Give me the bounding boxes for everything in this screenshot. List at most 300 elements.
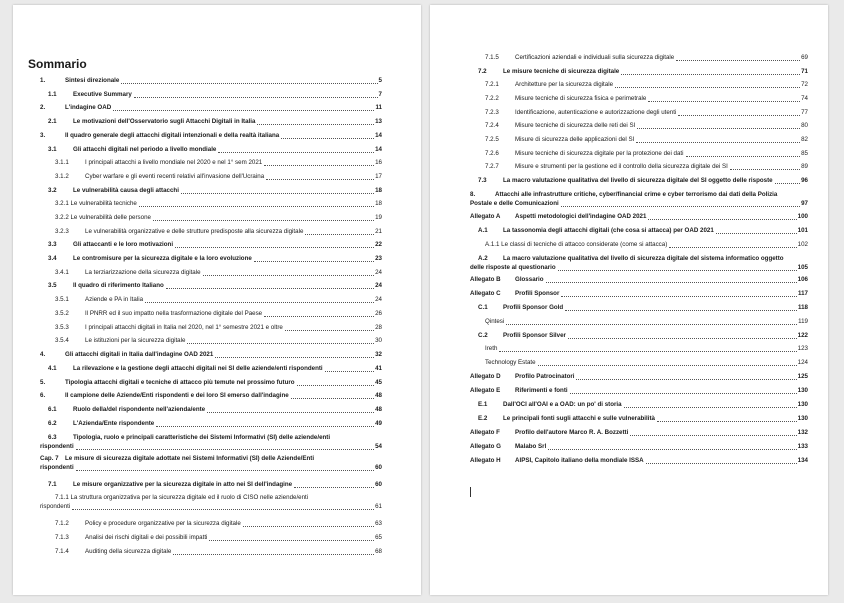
toc-leader-dots bbox=[565, 310, 797, 311]
toc-entry-page: 48 bbox=[375, 406, 382, 413]
toc-entry-page: 97 bbox=[801, 199, 808, 207]
toc-entry-number: A.1 bbox=[478, 227, 488, 234]
toc-entry[interactable] bbox=[55, 548, 382, 556]
toc-entry-page: 28 bbox=[375, 324, 382, 331]
toc-entry-page: 118 bbox=[798, 304, 808, 311]
toc-entry-page: 133 bbox=[797, 443, 808, 450]
toc-entry-page: 130 bbox=[797, 387, 808, 394]
toc-entry-title: Dall'OCI all'OAI e a OAD: un po' di storia bbox=[503, 401, 622, 408]
toc-entry[interactable] bbox=[40, 434, 382, 451]
toc-entry-page: 130 bbox=[797, 401, 808, 408]
toc-entry-title: Le misure di sicurezza digitale adottate nei Sistemi Informativi (SI) delle Aziende/Enti bbox=[65, 455, 315, 462]
toc-entry-page: 14 bbox=[375, 132, 382, 139]
toc-entry-page: 17 bbox=[375, 173, 382, 180]
toc-entry-number: 3.1.1 bbox=[55, 159, 69, 166]
toc-entry-number: 5. bbox=[40, 379, 46, 386]
toc-entry[interactable] bbox=[40, 132, 382, 140]
toc-entry-page: 30 bbox=[375, 337, 382, 344]
toc-entry-title: Executive Summary bbox=[73, 91, 132, 98]
toc-entry-title: La macro valutazione qualitativa del livello di sicurezza digitale del sistema informatico oggetto bbox=[503, 255, 784, 262]
toc-entry[interactable] bbox=[470, 387, 808, 395]
toc-entry-title: Auditing della sicurezza digitale bbox=[85, 548, 172, 555]
toc-entry-page: 100 bbox=[797, 213, 808, 220]
toc-entry-page: 65 bbox=[375, 534, 382, 541]
toc-entry-title: Profili Sponsor Gold bbox=[503, 304, 564, 311]
toc-leader-dots bbox=[570, 393, 797, 394]
toc-leader-dots bbox=[257, 124, 374, 125]
toc-entry-number: 4.1 bbox=[48, 365, 57, 372]
toc-entry-number: Allegato F bbox=[470, 429, 500, 436]
toc-entry[interactable] bbox=[470, 457, 808, 465]
toc-entry-number: 3.5.3 bbox=[55, 324, 69, 331]
toc-leader-dots bbox=[538, 365, 797, 366]
toc-entry-number: 7.2.4 bbox=[485, 122, 499, 129]
toc-entry[interactable] bbox=[55, 159, 382, 167]
toc-entry-number: 3.2 bbox=[48, 187, 57, 194]
toc-entry[interactable] bbox=[478, 227, 808, 235]
toc-entry-number: 6. bbox=[40, 392, 46, 399]
toc-entry-number: 3.5.2 bbox=[55, 310, 69, 317]
toc-leader-dots bbox=[113, 110, 374, 111]
toc-entry[interactable] bbox=[55, 310, 382, 318]
toc-leader-dots bbox=[156, 426, 374, 427]
toc-entry-title: Technology Estate bbox=[485, 359, 536, 366]
toc-entry-number: 7.2 bbox=[478, 68, 487, 75]
toc-entry-number: A.2 bbox=[478, 255, 488, 262]
toc-leader-dots bbox=[775, 183, 801, 184]
toc-entry-number: Allegato G bbox=[470, 443, 501, 450]
toc-entry-page: 106 bbox=[797, 276, 808, 283]
toc-leader-dots bbox=[76, 449, 374, 450]
toc-entry-number: Allegato A bbox=[470, 213, 501, 220]
toc-entry[interactable] bbox=[485, 359, 808, 367]
toc-leader-dots bbox=[630, 435, 796, 436]
toc-entry[interactable] bbox=[40, 77, 382, 85]
toc-leader-dots bbox=[621, 74, 800, 75]
toc-entry-page: 82 bbox=[801, 136, 808, 143]
toc-entry[interactable] bbox=[48, 420, 382, 428]
toc-leader-dots bbox=[72, 509, 374, 510]
toc-entry-page: 48 bbox=[375, 392, 382, 399]
toc-leader-dots bbox=[218, 152, 374, 153]
toc-entry-title: Gli attacchi digitali in Italia dall'indagine OAD 2021 bbox=[65, 351, 214, 358]
toc-leader-dots bbox=[676, 60, 800, 61]
toc-entry[interactable] bbox=[55, 214, 382, 222]
toc-entry-page: 117 bbox=[798, 290, 808, 297]
toc-entry-number: 7.2.2 bbox=[485, 95, 499, 102]
toc-entry-page: 96 bbox=[801, 177, 808, 184]
toc-entry[interactable] bbox=[55, 200, 382, 208]
toc-entry[interactable] bbox=[485, 122, 808, 130]
toc-leader-dots bbox=[134, 97, 378, 98]
toc-entry-number: 7.2.1 bbox=[485, 81, 499, 88]
toc-entry-page: 60 bbox=[375, 481, 382, 488]
toc-leader-dots bbox=[325, 371, 374, 372]
toc-entry-number: Allegato H bbox=[470, 457, 501, 464]
toc-entry-title: Il quadro di riferimento Italiano bbox=[73, 282, 164, 289]
toc-entry-title: Sintesi direzionale bbox=[65, 77, 120, 84]
toc-entry-title: delle risposte al questionario bbox=[470, 263, 556, 271]
toc-entry-number: 7.2.3 bbox=[485, 109, 499, 116]
toc-leader-dots bbox=[215, 357, 374, 358]
toc-entry-title: Qintesi bbox=[485, 318, 505, 325]
toc-entry[interactable] bbox=[40, 494, 382, 511]
toc-entry[interactable] bbox=[55, 228, 382, 236]
toc-entry[interactable] bbox=[485, 345, 808, 353]
toc-entry-number: 3.2.3 bbox=[55, 228, 69, 235]
toc-entry-title: Aziende e PA in Italia bbox=[85, 296, 144, 303]
toc-leader-dots bbox=[657, 421, 797, 422]
document-page-right bbox=[430, 5, 828, 595]
toc-leader-dots bbox=[266, 179, 374, 180]
toc-leader-dots bbox=[175, 247, 374, 248]
toc-entry-page: 18 bbox=[375, 187, 382, 194]
toc-entry-page: 123 bbox=[797, 345, 808, 352]
toc-entry-title: Gli attaccanti e le loro motivazioni bbox=[73, 241, 174, 248]
toc-entry-title: Misure tecniche di sicurezza fisica e perimetrale bbox=[515, 95, 647, 102]
toc-entry-title: Le motivazioni dell'Osservatorio sugli Attacchi Digitali in Italia bbox=[73, 118, 256, 125]
toc-entry[interactable] bbox=[478, 401, 808, 409]
toc-entry[interactable] bbox=[485, 136, 808, 144]
toc-entry-page: 13 bbox=[375, 118, 382, 125]
toc-entry-page: 32 bbox=[375, 351, 382, 358]
toc-entry-page: 71 bbox=[801, 68, 808, 75]
toc-entry-number: 3. bbox=[40, 132, 46, 139]
toc-entry-page: 85 bbox=[801, 150, 808, 157]
toc-entry-title: Certificazioni aziendali e individuali sulla sicurezza digitale bbox=[515, 54, 675, 61]
toc-leader-dots bbox=[209, 540, 374, 541]
toc-entry-title: 7.1.1 La struttura organizzativa per la sicurezza digitale ed il ruolo di CISO nelle aziende/enti bbox=[55, 494, 309, 501]
toc-leader-dots bbox=[76, 470, 374, 471]
toc-leader-dots bbox=[203, 275, 375, 276]
toc-leader-dots bbox=[145, 302, 374, 303]
toc-entry-number: Cap. 7 bbox=[40, 455, 59, 462]
toc-entry[interactable] bbox=[478, 68, 808, 76]
toc-entry[interactable] bbox=[48, 118, 382, 126]
toc-entry-page: 105 bbox=[797, 263, 808, 271]
toc-entry-title: Le istituzioni per la sicurezza digitale bbox=[85, 337, 186, 344]
toc-entry[interactable] bbox=[485, 95, 808, 103]
toc-leader-dots bbox=[166, 288, 374, 289]
toc-entry-title: A.1.1 Le classi di tecniche di attacco considerate (come si attacca) bbox=[485, 241, 668, 248]
toc-entry-title: Profili Sponsor bbox=[515, 290, 560, 297]
toc-entry-number: 7.2.7 bbox=[485, 163, 499, 170]
toc-entry-number: 4. bbox=[40, 351, 46, 358]
toc-entry-title: Profilo dell'autore Marco R. A. Bozzetti bbox=[515, 429, 629, 436]
toc-entry-number: 7.3 bbox=[478, 177, 487, 184]
toc-leader-dots bbox=[305, 234, 374, 235]
toc-entry-page: 77 bbox=[801, 109, 808, 116]
toc-entry[interactable] bbox=[478, 304, 808, 312]
toc-leader-dots bbox=[285, 330, 374, 331]
toc-entry[interactable] bbox=[48, 255, 382, 263]
toc-leader-dots bbox=[499, 351, 796, 352]
toc-entry-page: 61 bbox=[375, 502, 382, 510]
toc-entry-number: 2. bbox=[40, 104, 46, 111]
toc-entry-page: 122 bbox=[797, 332, 808, 339]
toc-leader-dots bbox=[121, 83, 377, 84]
toc-leader-dots bbox=[576, 379, 796, 380]
toc-entry-number: 3.5.1 bbox=[55, 296, 69, 303]
toc-leader-dots bbox=[254, 261, 374, 262]
toc-entry[interactable] bbox=[470, 255, 808, 272]
toc-entry-title: Misure e strumenti per la gestione ed il controllo della sicurezza digitale dei SI bbox=[515, 163, 728, 170]
toc-entry-page: 23 bbox=[375, 255, 382, 262]
toc-entry-title: I principali attacchi a livello mondiale nel 2020 e nel 1° sem 2021 bbox=[85, 159, 263, 166]
toc-leader-dots bbox=[548, 449, 796, 450]
toc-entry-title: Profili Sponsor Silver bbox=[503, 332, 566, 339]
toc-entry[interactable] bbox=[485, 54, 808, 62]
toc-entry-title: Tipologia, ruolo e principali caratteristiche dei Sistemi Informativi (SI) delle aziende/enti bbox=[73, 434, 331, 441]
toc-entry[interactable] bbox=[470, 191, 808, 208]
toc-leader-dots bbox=[546, 282, 797, 283]
toc-entry[interactable] bbox=[40, 455, 382, 472]
toc-entry-number: Allegato D bbox=[470, 373, 501, 380]
toc-entry[interactable] bbox=[40, 379, 382, 387]
toc-entry-number: 7.1.2 bbox=[55, 520, 69, 527]
toc-entry[interactable] bbox=[55, 337, 382, 345]
toc-leader-dots bbox=[153, 220, 374, 221]
toc-entry-title: Attacchi alle infrastrutture critiche, cyber/financial crime e cyber terrorismo dai dati della Polizia bbox=[495, 191, 778, 198]
toc-entry-title: Le misure organizzative per la sicurezza digitale in atto nei SI dell'indagine bbox=[73, 481, 293, 488]
toc-entry[interactable] bbox=[478, 177, 808, 185]
toc-entry[interactable] bbox=[485, 81, 808, 89]
toc-entry-title: rispondenti bbox=[40, 442, 74, 450]
toc-leader-dots bbox=[207, 412, 374, 413]
toc-entry-number: 6.1 bbox=[48, 406, 57, 413]
toc-entry-title: La rilevazione e la gestione degli attacchi digitali nei SI delle aziende/enti rispondenti bbox=[73, 365, 323, 372]
toc-leader-dots bbox=[669, 247, 796, 248]
toc-entry-number: 7.1.3 bbox=[55, 534, 69, 541]
toc-leader-dots bbox=[173, 554, 374, 555]
toc-leader-dots bbox=[624, 407, 797, 408]
toc-entry-number: 3.1 bbox=[48, 146, 57, 153]
toc-entry[interactable] bbox=[48, 481, 382, 489]
toc-entry[interactable] bbox=[48, 91, 382, 99]
toc-entry-page: 63 bbox=[375, 520, 382, 527]
toc-entry[interactable] bbox=[470, 276, 808, 284]
toc-entry[interactable] bbox=[55, 324, 382, 332]
toc-entry[interactable] bbox=[48, 282, 382, 290]
toc-entry-page: 69 bbox=[801, 54, 808, 61]
toc-entry[interactable] bbox=[40, 392, 382, 400]
toc-entry-title: Aspetti metodologici dell'indagine OAD 2021 bbox=[515, 213, 647, 220]
toc-entry-page: 45 bbox=[375, 379, 382, 386]
toc-entry-title: Il PNRR ed il suo impatto nella trasformazione digitale del Paese bbox=[85, 310, 263, 317]
toc-entry-title: La tassonomia degli attacchi digitali (che cosa si attacca) per OAD 2021 bbox=[503, 227, 714, 234]
toc-entry-number: 6.3 bbox=[48, 434, 57, 441]
toc-entry-title: Profilo Patrocinatori bbox=[515, 373, 575, 380]
toc-entry-title: Le principali fonti sugli attacchi e sulle vulnerabilità bbox=[503, 415, 655, 422]
toc-entry[interactable] bbox=[485, 150, 808, 158]
toc-entry-page: 130 bbox=[797, 415, 808, 422]
toc-entry-title: I principali attacchi digitali in Italia nel 2020, nel 1° semestre 2021 e oltre bbox=[85, 324, 283, 331]
toc-entry[interactable] bbox=[55, 534, 382, 542]
toc-entry-page: 7 bbox=[378, 91, 382, 98]
toc-entry-number: Allegato C bbox=[470, 290, 501, 297]
toc-entry-page: 102 bbox=[797, 241, 808, 248]
toc-entry-title: Le contromisure per la sicurezza digitale e la loro evoluzione bbox=[73, 255, 252, 262]
toc-leader-dots bbox=[561, 296, 797, 297]
toc-leader-dots bbox=[568, 338, 797, 339]
toc-entry[interactable] bbox=[48, 146, 382, 154]
toc-entry[interactable] bbox=[48, 365, 382, 373]
toc-entry-page: 132 bbox=[797, 429, 808, 436]
toc-entry-number: 3.4.1 bbox=[55, 269, 69, 276]
toc-entry-title: 3.2.1 Le vulnerabilità tecniche bbox=[55, 200, 137, 207]
toc-entry-title: Ireth bbox=[485, 345, 498, 352]
toc-leader-dots bbox=[243, 526, 374, 527]
toc-entry-number: E.2 bbox=[478, 415, 488, 422]
toc-leader-dots bbox=[716, 233, 797, 234]
toc-leader-dots bbox=[561, 206, 800, 207]
toc-entry-title: Le vulnerabilità organizzative e delle strutture predisposte alla sicurezza digitale bbox=[85, 228, 304, 235]
toc-entry-title: Architetture per la sicurezza digitale bbox=[515, 81, 614, 88]
toc-entry[interactable] bbox=[55, 173, 382, 181]
toc-entry-page: 21 bbox=[375, 228, 382, 235]
toc-entry[interactable] bbox=[485, 241, 808, 249]
toc-entry-title: rispondenti bbox=[40, 502, 71, 510]
toc-entry[interactable] bbox=[55, 520, 382, 528]
toc-entry-title: Ruolo della/del rispondente nell'azienda/ente bbox=[73, 406, 206, 413]
toc-entry-page: 89 bbox=[801, 163, 808, 170]
toc-entry-title: Glossario bbox=[515, 276, 544, 283]
text-cursor bbox=[470, 487, 471, 497]
toc-entry-title: Riferimenti e fonti bbox=[515, 387, 568, 394]
toc-entry-number: 3.4 bbox=[48, 255, 57, 262]
toc-entry-page: 72 bbox=[801, 81, 808, 88]
toc-entry-number: 1.1 bbox=[48, 91, 57, 98]
toc-entry-number: 7.1.5 bbox=[485, 54, 499, 61]
toc-entry-number: 7.2.6 bbox=[485, 150, 499, 157]
toc-entry[interactable] bbox=[470, 213, 808, 221]
toc-leader-dots bbox=[648, 219, 796, 220]
toc-entry-number: 1. bbox=[40, 77, 46, 84]
toc-entry[interactable] bbox=[48, 406, 382, 414]
toc-entry-page: 119 bbox=[798, 318, 808, 325]
toc-entry-page: 5 bbox=[378, 77, 382, 84]
toc-entry-page: 16 bbox=[375, 159, 382, 166]
toc-entry-title: 3.2.2 Le vulnerabilità delle persone bbox=[55, 214, 151, 221]
toc-leader-dots bbox=[264, 165, 374, 166]
toc-leader-dots bbox=[558, 270, 797, 271]
toc-entry-page: 19 bbox=[375, 214, 382, 221]
toc-leader-dots bbox=[615, 87, 800, 88]
toc-entry-title: Analisi dei rischi digitali e dei possibili impatti bbox=[85, 534, 208, 541]
toc-leader-dots bbox=[637, 128, 800, 129]
toc-entry-title: L'Azienda/Ente rispondente bbox=[73, 420, 155, 427]
toc-entry-page: 14 bbox=[375, 146, 382, 153]
toc-entry[interactable] bbox=[485, 318, 808, 326]
toc-entry[interactable] bbox=[470, 373, 808, 381]
toc-entry[interactable] bbox=[478, 415, 808, 423]
toc-entry-title: La macro valutazione qualitativa del livello di sicurezza digitale del SI oggetto delle risposte bbox=[503, 177, 773, 184]
toc-entry-page: 68 bbox=[375, 548, 382, 555]
toc-entry-title: Misure tecniche di sicurezza delle reti dei SI bbox=[515, 122, 636, 129]
toc-leader-dots bbox=[648, 101, 800, 102]
toc-entry-page: 22 bbox=[375, 241, 382, 248]
toc-entry-title: Misure tecniche di sicurezza digitale per la protezione dei dati bbox=[515, 150, 684, 157]
toc-entry-number: 7.1.4 bbox=[55, 548, 69, 555]
toc-entry-number: 6.2 bbox=[48, 420, 57, 427]
toc-entry-number: 7.1 bbox=[48, 481, 57, 488]
toc-entry-number: 3.5.4 bbox=[55, 337, 69, 344]
toc-entry[interactable] bbox=[470, 290, 808, 298]
toc-entry-page: 54 bbox=[375, 442, 382, 450]
toc-entry-title: AIPSI, Capitolo italiano della mondiale ISSA bbox=[515, 457, 644, 464]
toc-entry-title: Postale e delle Comunicazioni bbox=[470, 199, 559, 207]
toc-entry-page: 60 bbox=[375, 463, 382, 471]
toc-entry-number: 2.1 bbox=[48, 118, 57, 125]
toc-entry[interactable] bbox=[478, 332, 808, 340]
toc-entry-number: Allegato B bbox=[470, 276, 501, 283]
toc-entry-title: rispondenti bbox=[40, 463, 74, 471]
toc-entry[interactable] bbox=[470, 429, 808, 437]
toc-entry-page: 18 bbox=[375, 200, 382, 207]
toc-entry-page: 101 bbox=[797, 227, 808, 234]
toc-entry-page: 24 bbox=[375, 282, 382, 289]
toc-entry-title: Policy e procedure organizzative per la sicurezza digitale bbox=[85, 520, 241, 527]
toc-entry-page: 24 bbox=[375, 269, 382, 276]
toc-leader-dots bbox=[646, 463, 797, 464]
toc-entry[interactable] bbox=[55, 296, 382, 304]
toc-leader-dots bbox=[139, 206, 374, 207]
toc-entry-page: 41 bbox=[375, 365, 382, 372]
toc-entry-number: Allegato E bbox=[470, 387, 501, 394]
toc-entry-page: 24 bbox=[375, 296, 382, 303]
toc-entry-page: 125 bbox=[797, 373, 808, 380]
toc-entry-number: C.1 bbox=[478, 304, 488, 311]
toc-entry-page: 80 bbox=[801, 122, 808, 129]
toc-entry-number: 3.3 bbox=[48, 241, 57, 248]
toc-entry[interactable] bbox=[485, 163, 808, 171]
toc-entry-title: Tipologia attacchi digitali e tecniche di attacco più temute nel prossimo futuro bbox=[65, 379, 295, 386]
toc-entry-number: 3.1.2 bbox=[55, 173, 69, 180]
toc-entry-title: La terziarizzazione della sicurezza digitale bbox=[85, 269, 201, 276]
toc-leader-dots bbox=[730, 169, 800, 170]
toc-entry[interactable] bbox=[48, 241, 382, 249]
toc-entry-title: Malabo Srl bbox=[515, 443, 547, 450]
toc-entry-title: Identificazione, autenticazione e autorizzazione degli utenti bbox=[515, 109, 677, 116]
toc-entry[interactable] bbox=[40, 351, 382, 359]
toc-entry-number: E.1 bbox=[478, 401, 488, 408]
toc-entry-page: 124 bbox=[797, 359, 808, 366]
toc-entry-page: 26 bbox=[375, 310, 382, 317]
toc-entry[interactable] bbox=[485, 109, 808, 117]
toc-leader-dots bbox=[281, 138, 374, 139]
toc-entry-number: C.2 bbox=[478, 332, 488, 339]
toc-entry-page: 11 bbox=[375, 104, 382, 111]
toc-entry-title: Gli attacchi digitali nel periodo a livello mondiale bbox=[73, 146, 217, 153]
toc-entry-title: Le vulnerabilità causa degli attacchi bbox=[73, 187, 179, 194]
toc-entry[interactable] bbox=[48, 187, 382, 195]
toc-entry-title: Le misure tecniche di sicurezza digitale bbox=[503, 68, 620, 75]
toc-entry-title: Il campione delle Aziende/Enti rispondenti e dei loro SI emerso dall'indagine bbox=[65, 392, 289, 399]
toc-entry-page: 134 bbox=[797, 457, 808, 464]
toc-entry[interactable] bbox=[55, 269, 382, 277]
toc-entry-number: 3.5 bbox=[48, 282, 57, 289]
toc-entry[interactable] bbox=[470, 443, 808, 451]
toc-entry-title: Il quadro generale degli attacchi digitali intenzionali e della realtà italiana bbox=[65, 132, 280, 139]
toc-entry-page: 74 bbox=[801, 95, 808, 102]
toc-leader-dots bbox=[181, 193, 374, 194]
toc-leader-dots bbox=[678, 115, 800, 116]
toc-leader-dots bbox=[264, 316, 374, 317]
toc-leader-dots bbox=[187, 343, 374, 344]
toc-entry-title: Misure di sicurezza delle applicazioni del SI bbox=[515, 136, 635, 143]
toc-entry[interactable] bbox=[40, 104, 382, 112]
toc-leader-dots bbox=[636, 142, 800, 143]
